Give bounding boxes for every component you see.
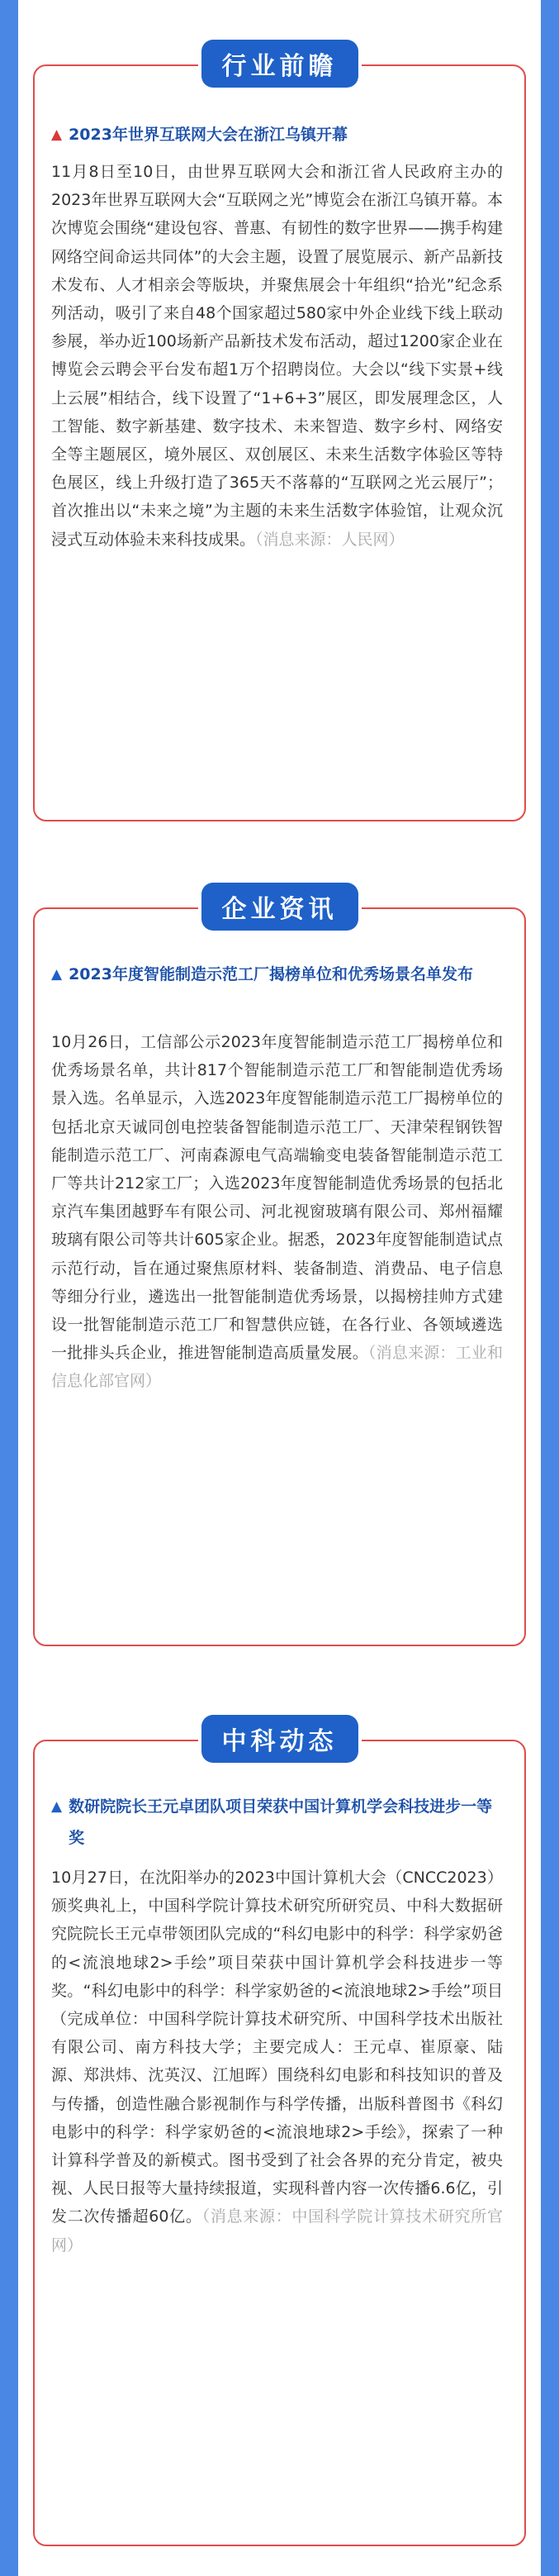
article-headline-text: 2023年度智能制造示范工厂揭榜单位和优秀场景名单发布 <box>69 965 473 983</box>
red-triangle-icon: ▲ <box>51 126 63 143</box>
article-source: （消息来源：中国科学院计算技术研究所官网） <box>51 2207 503 2255</box>
left-decor-rail <box>0 0 18 2576</box>
article-headline <box>51 1791 503 1854</box>
article-body-text: 10月26日，工信部公示2023年度智能制造示范工厂揭榜单位和优秀场景名单，共计817个智能制造示范工厂和智能制造优秀场景入选。名单显示，入选2023年度智能制造示范工厂揭榜单位的包括北京天诚同创电控装备智能制造示范工厂、天津荣程钢铁智能制造示范工厂、河南森源电气高端输变电装备智能制造示范工厂等共计212家工厂；入选2023年度智能制造优秀场景的包括北京汽车集团越野车有限公司、河北视窗玻璃有限公司、郑州福耀玻璃有限公司等共计605家企业。据悉，2023年度智能制造试点示范行动，旨在通过聚焦原材料、装备制造、消费品、电子信息等细分行业，遴选出一批智能制造优秀场景，以揭榜挂帅方式建设一批智能制造示范工厂和智慧供应链，在各行业、各领域遴选一批排头兵企业，推进智能制造高质量发展。 <box>51 1033 503 1363</box>
article-body <box>51 1864 503 2259</box>
right-decor-rail <box>541 0 559 2576</box>
section-title: 企业资讯 <box>201 883 358 931</box>
article-headline-text: 数研院院长王元卓团队项目荣获中国计算机学会科技进步一等奖 <box>69 1797 493 1847</box>
section-cas-dynamics <box>33 1713 526 2546</box>
section-enterprise-news <box>33 881 526 1646</box>
article-body-text: 11月8日至10日，由世界互联网大会和浙江省人民政府主办的2023年世界互联网大会“互联网之光”博览会在浙江乌镇开幕。本次博览会围绕“建设包容、普惠、有韧性的数字世界——携手构建网络空间命运共同体”的大会主题，设置了展览展示、新产品新技术发布、人才相亲会等版块，并聚焦展会十年组织“拾光”纪念系列活动，吸引了来自48个国家超过580家中外企业线下线上联动参展，举办近100场新产品新技术发布活动，超过1200家企业在博览会云聘会平台发布超1万个招聘岗位。大会以“线下实景+线上云展”相结合，线下设置了“1+6+3”展区，即发展理念区，人工智能、数字新基建、数字技术、未来智造、数字乡村、网络安全等主题展区，境外展区、双创展区、未来生活数字体验区等特色展区，线上升级打造了365天不落幕的“互联网之光云展厅”；首次推出以“未来之境”为主题的未来生活数字体验馆，让观众沉浸式互动体验未来科技成果。 <box>51 163 503 549</box>
article-body <box>51 1028 503 1396</box>
article-body-text: 10月27日，在沈阳举办的2023中国计算机大会（CNCC2023）颁奖典礼上，中国科学院计算技术研究所研究员、中科大数据研究院院长王元卓带领团队完成的“科幻电影中的科学：科学家奶爸的<流浪地球2>手绘”项目荣获中国计算机学会科技进步一等奖。“科幻电影中的科学：科学家奶爸的<流浪地球2>手绘”项目（完成单位：中国科学院计算技术研究所、中国科学技术出版社有限公司、南方科技大学；主要完成人：王元卓、崔原豪、陆源、郑洪炜、沈英汉、江旭晖）围绕科幻电影和科技知识的普及与传播，创造性融合影视制作与科学传播，出版科普图书《科幻电影中的科学：科学家奶爸的<流浪地球2>手绘》，探索了一种计算科学普及的新模式。图书受到了社会各界的充分肯定，被央视、人民日报等大量持续报道，实现科普内容一次传播6.6亿，引发二次传播超60亿。 <box>51 1869 503 2226</box>
article-source: （消息来源：人民网） <box>255 530 405 549</box>
article-headline <box>51 119 503 150</box>
section-title: 中科动态 <box>201 1715 358 1763</box>
blue-triangle-icon: ▲ <box>51 966 63 983</box>
section-title: 行业前瞻 <box>201 40 358 88</box>
section-industry-outlook <box>33 38 526 821</box>
article-headline <box>51 959 503 990</box>
article-body <box>51 158 503 554</box>
article-source: （消息来源：工业和信息化部官网） <box>51 1344 503 1391</box>
blue-triangle-icon: ▲ <box>51 1798 63 1815</box>
article-headline-text: 2023年世界互联网大会在浙江乌镇开幕 <box>69 126 348 144</box>
